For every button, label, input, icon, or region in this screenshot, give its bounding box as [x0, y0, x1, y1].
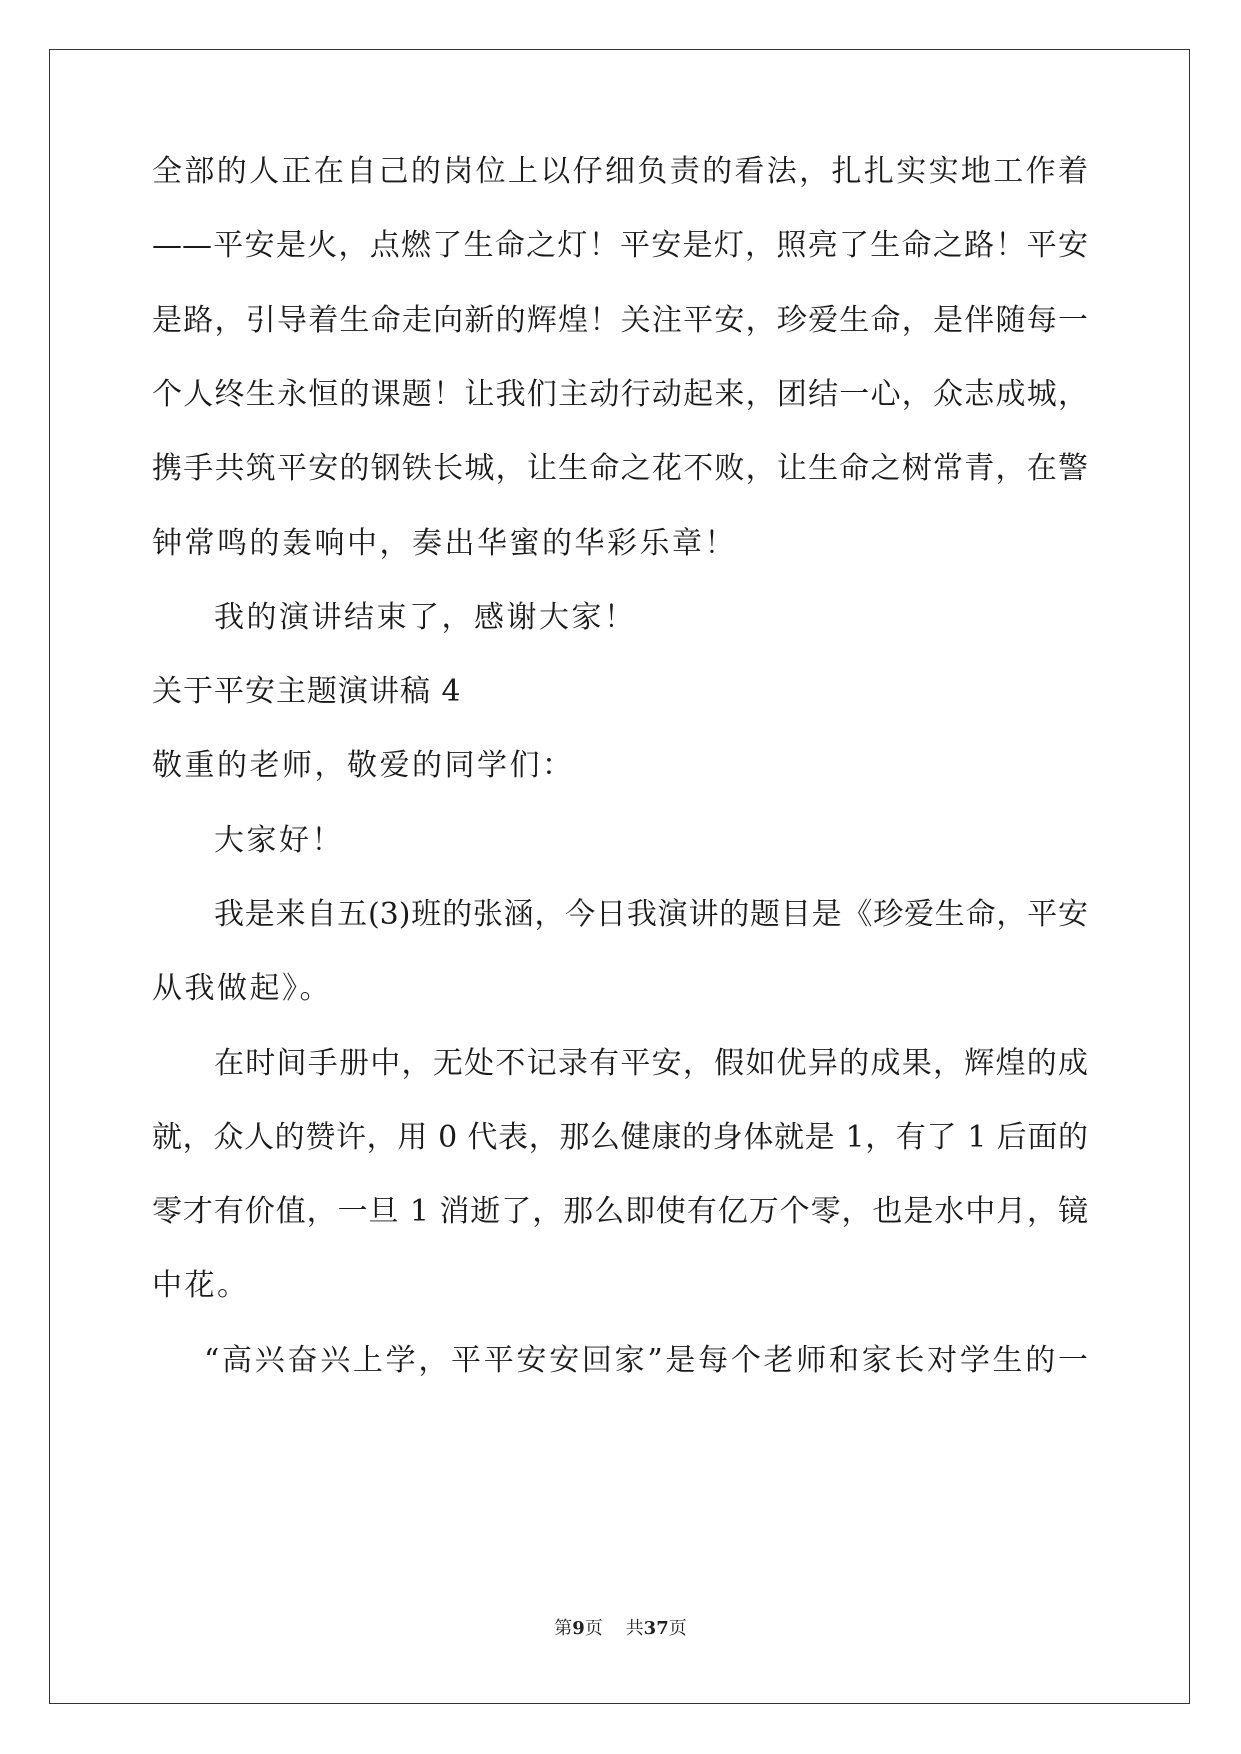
page-number: 9 [572, 1618, 585, 1639]
salutation: 敬重的老师，敬爱的同学们： [152, 748, 575, 783]
page-label-prefix: 第 [554, 1618, 573, 1639]
paragraph-line: 个人终生永恒的课题！让我们主动行动起来，团结一心，众志成城， [152, 377, 1088, 412]
paragraph-line: 中花。 [152, 1268, 250, 1303]
paragraph-line: “高兴奋兴上学，平平安安回家”是每个老师和家长对学生的一 [204, 1343, 1088, 1378]
paragraph-line: 全部的人正在自己的岗位上以仔细负责的看法，扎扎实实地工作着 [152, 154, 1088, 189]
greeting: 大家好！ [214, 823, 344, 858]
section-heading: 关于平安主题演讲稿 4 [152, 674, 462, 709]
paragraph-line: 我是来自五(3)班的张涵，今日我演讲的题目是《珍爱生命，平安 [214, 897, 1088, 932]
paragraph-line: 我的演讲结束了，感谢大家！ [214, 600, 637, 635]
total-prefix: 共 [625, 1618, 644, 1639]
page-border [49, 49, 1190, 1704]
paragraph-line: 是路，引导着生命走向新的辉煌！关注平安，珍爱生命，是伴随每一 [152, 303, 1088, 338]
paragraph-line: 钟常鸣的轰响中，奏出华蜜的华彩乐章！ [152, 526, 737, 561]
paragraph-line: 在时间手册中，无处不记录有平安，假如优异的成果，辉煌的成 [214, 1046, 1088, 1081]
total-pages: 37 [643, 1618, 669, 1639]
total-suffix: 页 [668, 1618, 687, 1639]
paragraph-line: 从我做起》。 [152, 971, 332, 1006]
paragraph-line: 零才有价值，一旦 1 消逝了，那么即使有亿万个零，也是水中月，镜 [152, 1194, 1088, 1229]
paragraph-line: ——平安是火，点燃了生命之灯！平安是灯，照亮了生命之路！平安 [152, 228, 1088, 263]
paragraph-line: 就，众人的赞许，用 0 代表，那么健康的身体就是 1，有了 1 后面的 [152, 1120, 1088, 1155]
page-footer [0, 1617, 1241, 1641]
page-label-suffix: 页 [584, 1618, 603, 1639]
paragraph-line: 携手共筑平安的钢铁长城，让生命之花不败，让生命之树常青，在警 [152, 451, 1088, 486]
